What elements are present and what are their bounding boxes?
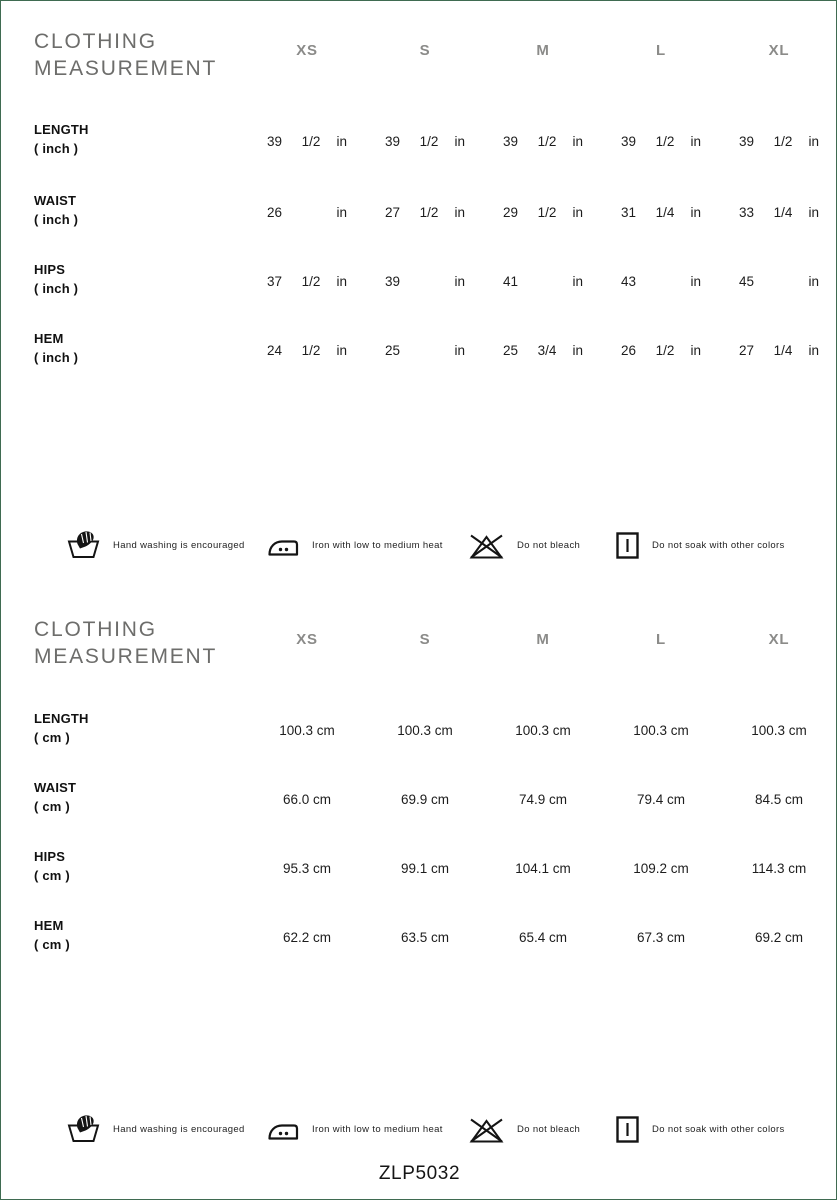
- measurement-value: 99.1 cm: [400, 861, 450, 876]
- measurement-value: 39 in: [385, 274, 465, 289]
- size-header-xs: XS: [296, 631, 318, 648]
- measurement-value: 41 in: [503, 274, 583, 289]
- measurement-value: 39 1/2 in: [503, 134, 583, 149]
- care-item-iron: [267, 527, 443, 563]
- measurement-value: 114.3 cm: [751, 861, 807, 876]
- row-label: LENGTH ( cm ): [34, 711, 89, 745]
- measurement-row-waist-cm: [1, 778, 837, 816]
- row-label: WAIST ( cm ): [34, 780, 77, 814]
- care-item-do-not-soak: [616, 527, 785, 563]
- size-header-l: L: [656, 631, 666, 648]
- measurement-value: 100.3 cm: [633, 723, 689, 738]
- row-label: LENGTH ( inch ): [34, 122, 89, 156]
- measurement-value: 29 1/2 in: [503, 205, 583, 220]
- care-label: Hand washing is encouraged: [113, 539, 245, 551]
- care-item-do-not-soak: [616, 1111, 785, 1147]
- product-code: ZLP5032: [378, 1163, 461, 1184]
- measurement-value: 66.0 cm: [282, 792, 332, 807]
- measurement-value: 39 1/2 in: [739, 134, 819, 149]
- do-not-soak-icon: [616, 1116, 639, 1143]
- care-label: Do not soak with other colors: [652, 1123, 785, 1135]
- measurement-value: 109.2 cm: [633, 861, 689, 876]
- measurement-value: 39 1/2 in: [267, 134, 347, 149]
- measurement-value: 65.4 cm: [518, 930, 568, 945]
- measurement-row-hem-inch: [1, 329, 837, 367]
- measurement-value: 24 1/2 in: [267, 343, 347, 358]
- care-label: Do not soak with other colors: [652, 539, 785, 551]
- section-cm-title: [34, 616, 217, 670]
- care-item-do-not-bleach: [469, 527, 580, 563]
- care-item-do-not-bleach: [469, 1111, 580, 1147]
- row-label: HEM ( cm ): [34, 918, 70, 952]
- measurement-value: 62.2 cm: [282, 930, 332, 945]
- care-label: Do not bleach: [517, 1123, 581, 1135]
- measurement-value: 26 in: [267, 205, 347, 220]
- measurement-row-waist-inch: [1, 191, 837, 229]
- do-not-bleach-icon: [469, 1116, 504, 1143]
- row-label: HEM ( inch ): [34, 331, 79, 365]
- care-item-hand-wash: [67, 527, 245, 563]
- measurement-row-hips-inch: [1, 260, 837, 298]
- size-header-xs: XS: [296, 42, 318, 59]
- size-header-m: M: [536, 631, 550, 648]
- row-label: HIPS ( cm ): [34, 849, 70, 883]
- measurement-value: 84.5 cm: [754, 792, 804, 807]
- measurement-value: 100.3 cm: [397, 723, 453, 738]
- size-header-s: S: [419, 42, 431, 59]
- measurement-value: 63.5 cm: [400, 930, 450, 945]
- size-header-row-cm: [248, 631, 837, 648]
- measurement-value: 25 in: [385, 343, 465, 358]
- measurement-value: 69.9 cm: [400, 792, 450, 807]
- measurement-value: 69.2 cm: [754, 930, 804, 945]
- size-header-xl: XL: [768, 631, 790, 648]
- measurement-value: 27 1/4 in: [739, 343, 819, 358]
- measurement-row-hem-cm: [1, 916, 837, 954]
- care-label: Iron with low to medium heat: [312, 1123, 443, 1135]
- measurement-value: 37 1/2 in: [267, 274, 347, 289]
- measurement-value: 33 1/4 in: [739, 205, 819, 220]
- measurement-value: 74.9 cm: [518, 792, 568, 807]
- care-label: Do not bleach: [517, 539, 581, 551]
- title-line-2: MEASUREMENT: [34, 645, 218, 668]
- measurement-value: 79.4 cm: [636, 792, 686, 807]
- care-item-hand-wash: [67, 1111, 245, 1147]
- row-label: WAIST ( inch ): [34, 193, 79, 227]
- measurement-value: 26 1/2 in: [621, 343, 701, 358]
- care-instructions-row: [1, 527, 837, 563]
- care-item-iron: [267, 1111, 443, 1147]
- size-header-xl: XL: [768, 42, 790, 59]
- iron-icon: [267, 1117, 299, 1141]
- measurement-value: 100.3 cm: [515, 723, 571, 738]
- size-header-s: S: [419, 631, 431, 648]
- care-label: Hand washing is encouraged: [113, 1123, 245, 1135]
- measurement-value: 39 1/2 in: [385, 134, 465, 149]
- care-label: Iron with low to medium heat: [312, 539, 443, 551]
- measurement-value: 100.3 cm: [279, 723, 335, 738]
- section-inch-title: [34, 28, 217, 82]
- hand-wash-icon: [67, 1114, 100, 1144]
- measurement-row-length-inch: [1, 120, 837, 158]
- measurement-value: 31 1/4 in: [621, 205, 701, 220]
- measurement-row-hips-cm: [1, 847, 837, 885]
- iron-icon: [267, 533, 299, 557]
- size-header-row-inch: [248, 42, 837, 59]
- title-line-1: CLOTHING: [34, 30, 157, 53]
- measurement-value: 67.3 cm: [636, 930, 686, 945]
- measurement-value: 95.3 cm: [282, 861, 332, 876]
- measurement-value: 27 1/2 in: [385, 205, 465, 220]
- do-not-soak-icon: [616, 532, 639, 559]
- measurement-value: 25 3/4 in: [503, 343, 583, 358]
- measurement-row-length-cm: [1, 709, 837, 747]
- do-not-bleach-icon: [469, 532, 504, 559]
- measurement-value: 100.3 cm: [751, 723, 807, 738]
- measurement-value: 45 in: [739, 274, 819, 289]
- measurement-value: 43 in: [621, 274, 701, 289]
- hand-wash-icon: [67, 530, 100, 560]
- size-header-l: L: [656, 42, 666, 59]
- size-header-m: M: [536, 42, 550, 59]
- title-line-1: CLOTHING: [34, 618, 157, 641]
- measurement-value: 39 1/2 in: [621, 134, 701, 149]
- measurement-value: 104.1 cm: [515, 861, 571, 876]
- care-instructions-row: [1, 1111, 837, 1147]
- row-label: HIPS ( inch ): [34, 262, 79, 296]
- title-line-2: MEASUREMENT: [34, 57, 218, 80]
